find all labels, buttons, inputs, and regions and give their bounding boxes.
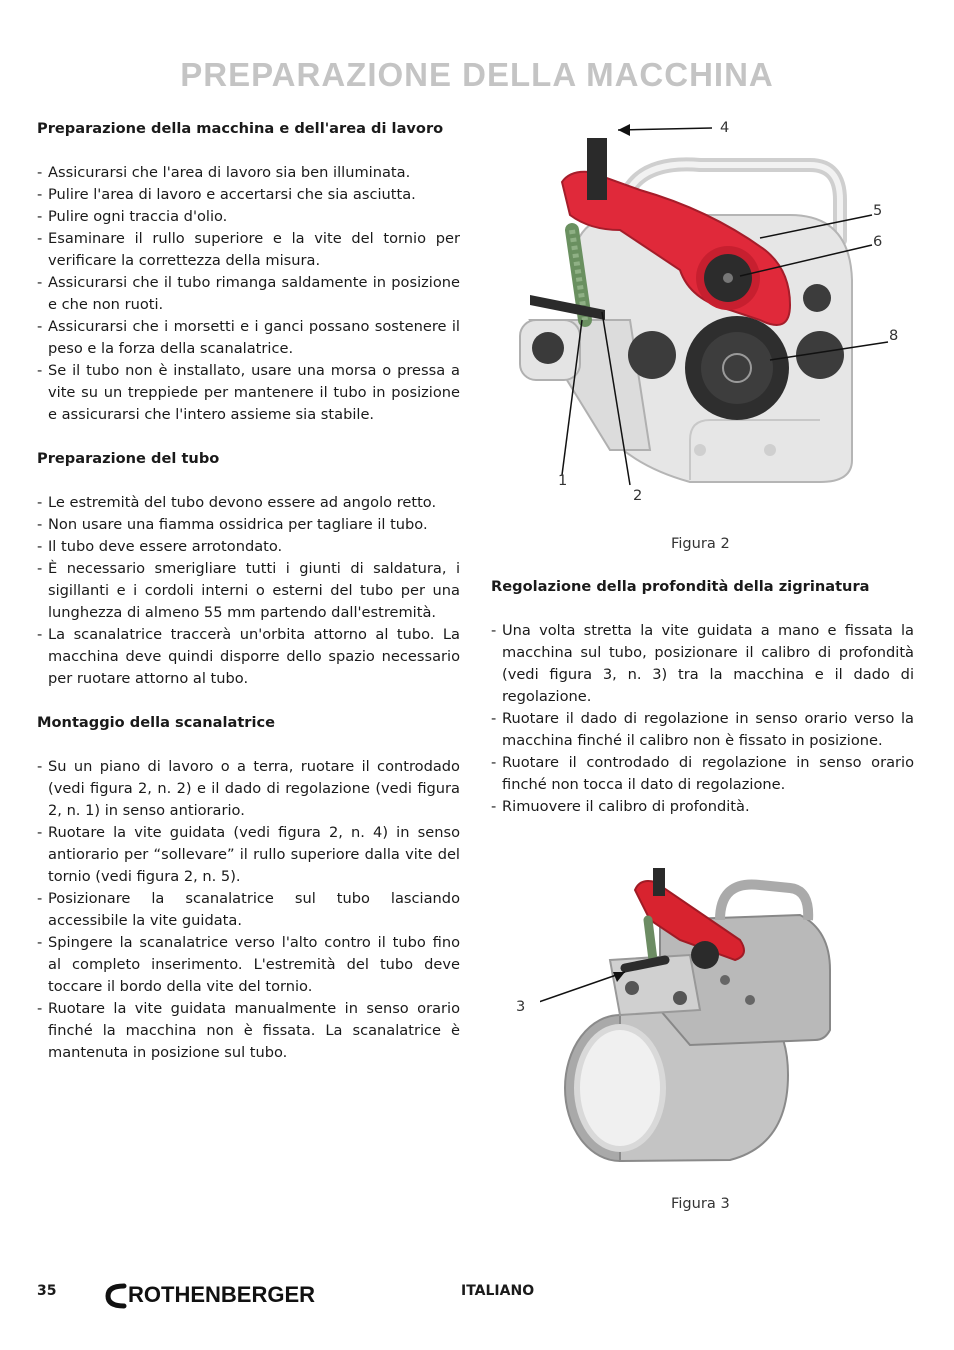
list-item: - Pulire l'area di lavoro e accertarsi che sia asciutta. (37, 184, 460, 206)
figure-2-callout-4: 4 (720, 119, 730, 136)
section-groover-mounting (37, 712, 460, 1064)
list-item: - Le estremità del tubo devono essere ad angolo retto. (37, 492, 460, 514)
section-heading: Preparazione della macchina e dell'area di lavoro (37, 120, 444, 137)
section-heading: Regolazione della profondità della zigrinatura (491, 578, 870, 595)
section-heading: Montaggio della scanalatrice (37, 714, 276, 731)
list-item: - Ruotare il dado di regolazione in senso orario verso la macchina finché il calibro non è fissato in posizione. (491, 708, 914, 752)
bullet-list (37, 492, 460, 690)
language-label: ITALIANO (461, 1283, 535, 1299)
list-item: - Assicurarsi che il tubo rimanga saldamente in posizione e che non ruoti. (37, 272, 460, 316)
brand-wordmark: ROTHENBERGER (128, 1282, 316, 1307)
list-item: - Se il tubo non è installato, usare una morsa o pressa a vite su un treppiede per mantenere il tubo in posizione e assicurarsi che l'intero assieme sia stabile. (37, 360, 460, 426)
section-heading: Preparazione del tubo (37, 450, 220, 467)
list-item: - Assicurarsi che l'area di lavoro sia ben illuminata. (37, 162, 460, 184)
figure-2-callout-2: 2 (633, 487, 643, 504)
figure-2-caption: Figura 2 (671, 535, 730, 552)
list-item: - Pulire ogni traccia d'olio. (37, 206, 460, 228)
section-knurl-depth (491, 576, 914, 818)
section-machine-prep (37, 118, 460, 426)
figure-2-callout-8: 8 (889, 327, 899, 344)
list-item: - Ruotare la vite guidata (vedi figura 2, n. 4) in senso antiorario per “sollevare” il rullo superiore dalla vite del tornio (vedi figura 2, n. 5). (37, 822, 460, 888)
bullet-list (491, 620, 914, 818)
figure-2-machine-illustration (490, 120, 910, 520)
figure-2-callout-1: 1 (558, 472, 568, 489)
section-pipe-prep (37, 448, 460, 690)
page-title: PREPARAZIONE DELLA MACCHINA (180, 56, 774, 93)
page-number: 35 (37, 1283, 57, 1299)
list-item: - Esaminare il rullo superiore e la vite del tornio per verificare la correttezza della misura. (37, 228, 460, 272)
figure-2-callout-6: 6 (873, 233, 883, 250)
figure-3-machine-on-pipe (540, 860, 860, 1165)
list-item: - Una volta stretta la vite guidata a mano e fissata la macchina sul tubo, posizionare il calibro di profondità (vedi figura 3, n. 3) tra la macchina e il dado di regolazione. (491, 620, 914, 708)
bullet-list (37, 162, 460, 426)
list-item: - Posizionare la scanalatrice sul tubo lasciando accessibile la vite guidata. (37, 888, 460, 932)
list-item: - Il tubo deve essere arrotondato. (37, 536, 460, 558)
list-item: - La scanalatrice traccerà un'orbita attorno al tubo. La macchina deve quindi disporre dello spazio necessario per ruotare attorno al tubo. (37, 624, 460, 690)
list-item: - Non usare una fiamma ossidrica per tagliare il tubo. (37, 514, 460, 536)
left-column (37, 118, 460, 1086)
list-item: - Su un piano di lavoro o a terra, ruotare il controdado (vedi figura 2, n. 2) e il dado di regolazione (vedi figura 2, n. 1) in senso antiorario. (37, 756, 460, 822)
list-item: - Assicurarsi che i morsetti e i ganci possano sostenere il peso e la forza della scanalatrice. (37, 316, 460, 360)
list-item: - Ruotare la vite guidata manualmente in senso orario finché la macchina non è fissata. La scanalatrice è mantenuta in posizione sul tubo. (37, 998, 460, 1064)
figure-2-callout-5: 5 (873, 202, 883, 219)
list-item: - Spingere la scanalatrice verso l'alto contro il tubo fino al completo inserimento. L'estremità del tubo deve toccare il bordo della vite del tornio. (37, 932, 460, 998)
list-item: - Ruotare il controdado di regolazione in senso orario finché non tocca il dato di regolazione. (491, 752, 914, 796)
right-column (491, 576, 914, 840)
list-item: - Rimuovere il calibro di profondità. (491, 796, 914, 818)
list-item: - È necessario smerigliare tutti i giunti di saldatura, i sigillanti e i cordoli interni o esterni del tubo per una lunghezza di almeno 55 mm partendo dall'estremità. (37, 558, 460, 624)
figure-3-callout-3: 3 (516, 998, 526, 1015)
bullet-list (37, 756, 460, 1064)
figure-3-caption: Figura 3 (671, 1195, 730, 1212)
